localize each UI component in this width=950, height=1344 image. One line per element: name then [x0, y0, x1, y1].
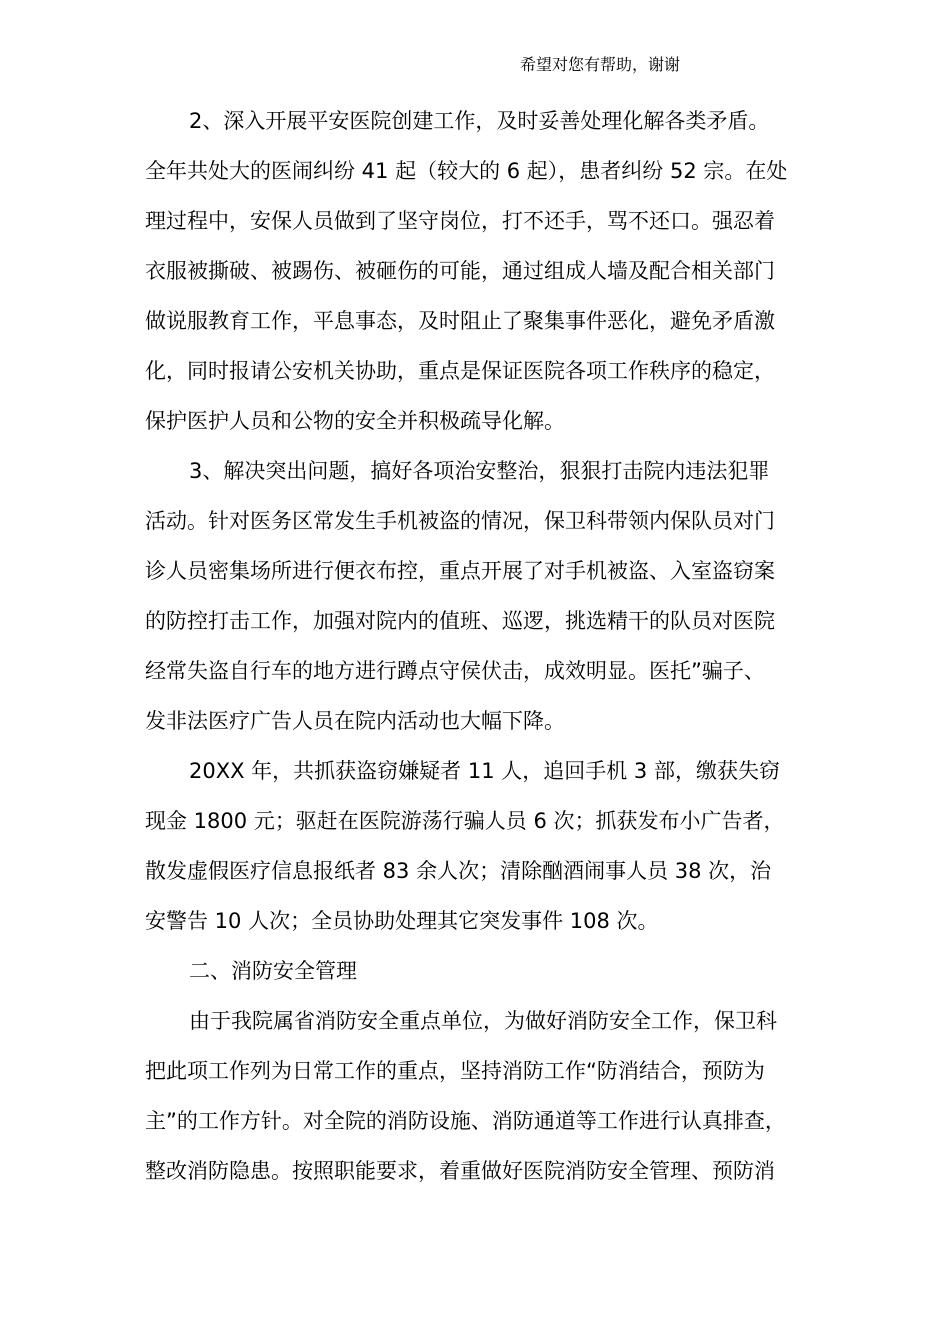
text-line: 20XX 年，共抓获盗窃嫌疑者 11 人，追回手机 3 部，缴获失窃: [189, 759, 780, 783]
text-line: 主”的工作方针。对全院的消防设施、消防通道等工作进行认真排查，: [145, 1109, 786, 1133]
text-line: 化，同时报请公安机关协助，重点是保证医院各项工作秩序的稳定，: [145, 359, 775, 383]
text-line: 3、解决突出问题，搞好各项治安整治，狠狠打击院内违法犯罪: [189, 459, 770, 483]
text-line: 衣服被撕破、被踢伤、被砸伤的可能，通过组成人墙及配合相关部门: [145, 259, 775, 283]
text-line: 由于我院属省消防安全重点单位，为做好消防安全工作，保卫科: [189, 1009, 777, 1033]
text-line: 诊人员密集场所进行便衣布控，重点开展了对手机被盗、入室盗窃案: [145, 559, 775, 583]
text-line: 现金 1800 元；驱赶在医院游荡行骗人员 6 次；抓获发布小广告者，: [145, 809, 785, 833]
text-line: 理过程中，安保人员做到了坚守岗位，打不还手，骂不还口。强忍着: [145, 209, 775, 233]
header-note: 希望对您有帮助，谢谢: [520, 55, 681, 74]
text-line: 2、深入开展平安医院创建工作，及时妥善处理化解各类矛盾。: [189, 109, 770, 133]
document-body: [145, 96, 825, 1196]
text-line: 整改消防隐患。按照职能要求，着重做好医院消防安全管理、预防消: [145, 1159, 775, 1183]
text-line: 散发虚假医疗信息报纸者 83 余人次；清除酗酒闹事人员 38 次，治: [145, 859, 772, 883]
text-line: 做说服教育工作，平息事态，及时阻止了聚集事件恶化，避免矛盾激: [145, 309, 775, 333]
text-line: 的防控打击工作，加强对院内的值班、巡逻，挑选精干的队员对医院: [145, 609, 775, 633]
text-line: 全年共处大的医闹纠纷 41 起（较大的 6 起），患者纠纷 52 宗。在处: [145, 159, 788, 183]
text-line: 把此项工作列为日常工作的重点，坚持消防工作“防消结合，预防为: [145, 1059, 765, 1083]
text-line: 经常失盗自行车的地方进行蹲点守侯伏击，成效明显。医托”骗子、: [145, 659, 765, 683]
text-line: 保护医护人员和公物的安全并积极疏导化解。: [145, 409, 565, 433]
text-line: 安警告 10 人次；全员协助处理其它突发事件 108 次。: [145, 909, 659, 933]
text-line: 活动。针对医务区常发生手机被盗的情况，保卫科带领内保队员对门: [145, 509, 775, 533]
text-line: 发非法医疗广告人员在院内活动也大幅下降。: [145, 709, 565, 733]
text-line: 二、消防安全管理: [189, 959, 357, 983]
